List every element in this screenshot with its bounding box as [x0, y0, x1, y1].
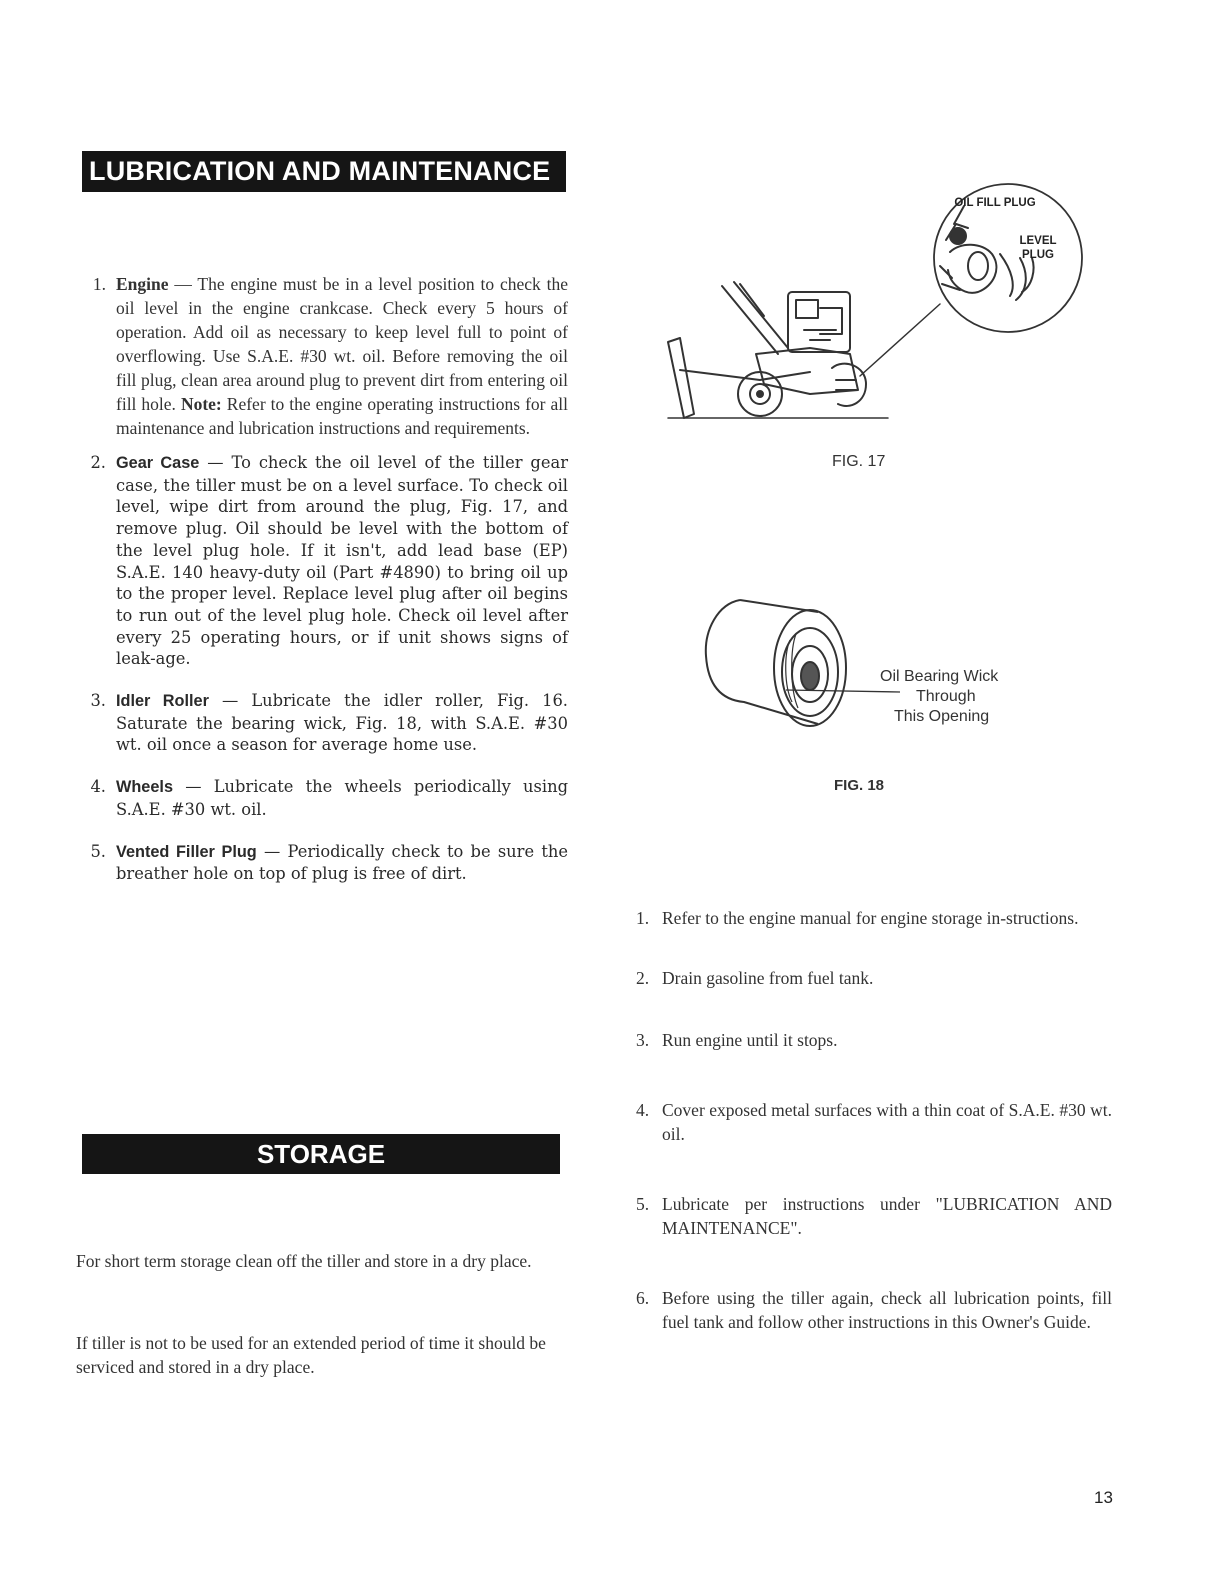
item-number: 3.	[90, 691, 106, 711]
item-number: 5.	[90, 841, 106, 861]
step-number: 5.	[636, 1194, 650, 1214]
storage-step	[636, 906, 1112, 930]
item-number: 4.	[90, 777, 106, 797]
item-title-idler-roller: Idler Roller	[116, 692, 209, 711]
page-number: 13	[1094, 1488, 1113, 1507]
list-item-gear-case	[84, 452, 568, 670]
step-text: Cover exposed metal surfaces with a thin coat of S.A.E. #30 wt. oil.	[662, 1100, 1112, 1144]
fig18-roller-illustration	[700, 590, 1040, 740]
storage-heading: STORAGE	[82, 1134, 560, 1174]
fig17-caption: FIG. 17	[832, 453, 886, 470]
item-text-gear-case: — To check the oil level of the tiller gear case, the tiller must be on a level surface. To check oil level, wipe dirt from around the plug, Fig. 17, and remove plug. Oil should be level with the bottom of the level plug hole. If it isn't, add lead base (EP) S.A.E. 140 heavy-duty oil (Part #4890) to bring oil up to the proper level. Replace level plug after oil begins to run out of the level plug hole. Check oil level after every 25 operating hours, or if unit shows signs of leak-age.	[116, 453, 568, 669]
fig17-labels	[920, 178, 1070, 273]
label-plug: PLUG	[1022, 249, 1054, 261]
storage-step	[636, 1286, 1112, 1334]
step-text: Refer to the engine manual for engine storage in-structions.	[662, 908, 1079, 928]
storage-paragraph-short-term: For short term storage clean off the tiller and store in a dry place.	[76, 1251, 532, 1271]
step-number: 3.	[636, 1030, 650, 1050]
storage-step	[636, 1098, 1112, 1146]
item-title-vented-filler-plug: Vented Filler Plug	[116, 842, 257, 861]
label-oil-fill-plug: OIL FILL PLUG	[954, 197, 1036, 209]
step-text: Lubricate per instructions under "LUBRICATION AND MAINTENANCE".	[662, 1194, 1112, 1238]
list-item-engine	[84, 272, 568, 440]
step-number: 2.	[636, 968, 650, 988]
note-text: Refer to the engine operating instructions for all maintenance and lubrication instructions and requirements.	[116, 394, 569, 438]
label-oil-bearing-wick: Oil Bearing Wick	[880, 668, 999, 685]
item-number: 2.	[90, 453, 106, 472]
maintenance-list	[84, 272, 568, 885]
item-title-gear-case: Gear Case	[116, 454, 200, 472]
note-label: Note:	[180, 394, 222, 414]
lubrication-heading: LUBRICATION AND MAINTENANCE	[82, 151, 566, 192]
step-text: Run engine until it stops.	[662, 1030, 838, 1050]
item-number: 1.	[92, 274, 106, 294]
item-text-wheels: — Lubricate the wheels periodically using S.A.E. #30 wt. oil.	[116, 777, 568, 819]
storage-paragraph-extended: If tiller is not to be used for an extended period of time it should be serviced and stored in a dry place.	[76, 1333, 546, 1377]
item-text-vented-filler-plug: — Periodically check to be sure the breather hole on top of plug is free of dirt.	[116, 841, 568, 884]
step-text: Drain gasoline from fuel tank.	[662, 968, 874, 988]
fig18-caption: FIG. 18	[834, 777, 885, 794]
item-title-engine: Engine	[116, 274, 169, 294]
step-number: 6.	[636, 1288, 650, 1308]
list-item-vented-filler-plug	[84, 841, 568, 885]
storage-step	[636, 1192, 1112, 1240]
item-title-wheels: Wheels	[116, 778, 174, 797]
step-number: 4.	[636, 1100, 650, 1120]
storage-step	[636, 1028, 1112, 1052]
label-level: LEVEL	[1019, 235, 1057, 247]
step-text: Before using the tiller again, check all lubrication points, fill fuel tank and follow other instructions in this Owner's Guide.	[662, 1288, 1112, 1332]
label-this-opening: This Opening	[894, 708, 990, 725]
step-number: 1.	[636, 908, 650, 928]
storage-steps-list	[636, 906, 1112, 1334]
list-item-wheels	[84, 776, 568, 820]
list-item-idler-roller	[84, 690, 568, 756]
item-text-engine: — The engine must be in a level position to check the oil level in the engine crankcase. Check every 5 hours of operation. Add oil as necessary to keep level full to point of overflowing. Use S.A.E. #30 wt. oil. Before removing the oil fill plug, clean area around plug to prevent dirt from entering oil fill hole.	[116, 274, 568, 414]
label-through: Through	[916, 688, 976, 705]
storage-step	[636, 966, 1112, 990]
item-text-idler-roller: — Lubricate the idler roller, Fig. 16. Saturate the bearing wick, Fig. 18, with S.A.E. #30 wt. oil once a season for average home use.	[116, 691, 568, 755]
